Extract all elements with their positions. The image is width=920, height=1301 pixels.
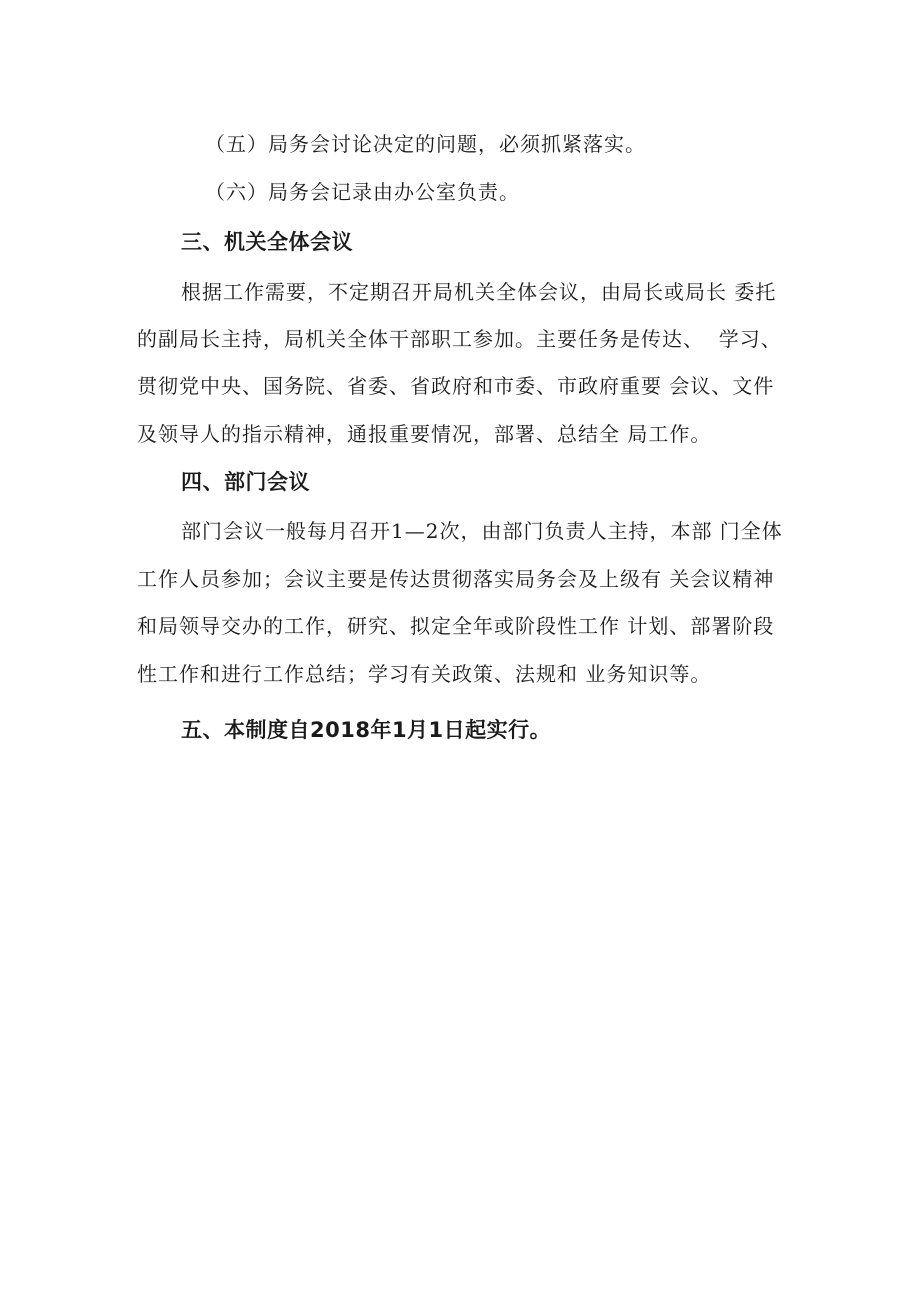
section-4-line-3: 和局领导交办的工作，研究、拟定全年或阶段性工作 计划、部署阶段 [137,614,775,638]
item-5-text: （五）局务会讨论决定的问题，必须抓紧落实。 [205,132,646,156]
section-3-heading: 三、机关全体会议 [181,230,353,254]
section-4-line-2: 工作人员参加；会议主要是传达贯彻落实局务会及上级有 关会议精神 [137,567,775,591]
section-4-heading: 四、部门会议 [181,470,310,494]
section-4-line-4: 性工作和进行工作总结；学习有关政策、法规和 业务知识等。 [137,662,712,686]
item-6-text: （六）局务会记录由办公室负责。 [205,180,520,204]
section-3-line-1: 根据工作需要，不定期召开局机关全体会议，由局长或局长 委托 [181,280,777,304]
section-4-line-1: 部门会议一般每月召开1—2次，由部门负责人主持，本部 门全体 [181,519,783,543]
section-3-line-2: 的副局长主持，局机关全体干部职工参加。主要任务是传达、 学习、 [137,327,782,351]
section-5-heading: 五、本制度自2018年1月1日起实行。 [181,718,552,742]
section-3-line-3: 贯彻党中央、国务院、省委、省政府和市委、市政府重要 会议、文件 [137,374,775,398]
section-3-line-4: 及领导人的指示精神，通报重要情况，部署、总结全 局工作。 [137,422,712,446]
